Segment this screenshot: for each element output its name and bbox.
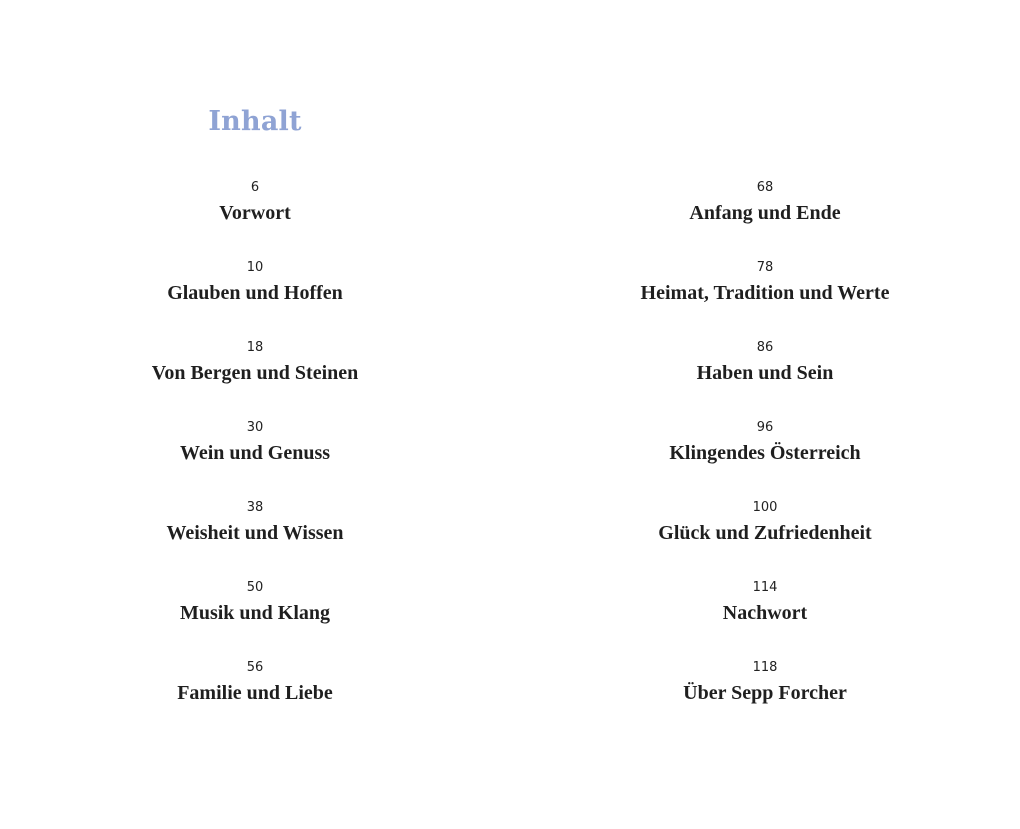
toc-page-number: 50 <box>246 580 264 595</box>
toc-page-number: 56 <box>246 660 264 675</box>
toc-entry[interactable] <box>35 657 475 737</box>
toc-left-column <box>35 177 475 737</box>
toc-page-number: 114 <box>752 580 778 595</box>
toc-right-column <box>545 177 985 737</box>
toc-page-number: 78 <box>756 260 774 275</box>
toc-entry[interactable] <box>545 497 985 577</box>
toc-entry[interactable] <box>35 177 475 257</box>
toc-chapter-title: Heimat, Tradition und Werte <box>640 282 890 304</box>
toc-page-number: 38 <box>246 500 264 515</box>
toc-chapter-title: Musik und Klang <box>179 602 331 624</box>
toc-entry[interactable] <box>545 577 985 657</box>
toc-entry[interactable] <box>545 417 985 497</box>
toc-chapter-title: Nachwort <box>722 602 808 624</box>
toc-page-number: 100 <box>752 500 778 515</box>
toc-page-number: 96 <box>756 420 774 435</box>
toc-page-number: 6 <box>250 180 260 195</box>
toc-page-number: 68 <box>756 180 774 195</box>
toc-page-number: 30 <box>246 420 264 435</box>
toc-entry[interactable] <box>35 497 475 577</box>
toc-chapter-title: Weisheit und Wissen <box>166 522 344 544</box>
toc-chapter-title: Über Sepp Forcher <box>683 682 847 704</box>
toc-page-number: 86 <box>756 340 774 355</box>
toc-entry[interactable] <box>545 177 985 257</box>
toc-chapter-title: Familie und Liebe <box>177 682 333 704</box>
toc-chapter-title: Glück und Zufriedenheit <box>658 522 872 544</box>
toc-entry[interactable] <box>545 337 985 417</box>
toc-entry[interactable] <box>35 257 475 337</box>
toc-page-number: 10 <box>246 260 264 275</box>
toc-chapter-title: Vorwort <box>219 202 291 224</box>
toc-chapter-title: Klingendes Österreich <box>669 442 861 464</box>
toc-page-number: 118 <box>752 660 778 675</box>
toc-entry[interactable] <box>35 337 475 417</box>
toc-entry[interactable] <box>35 417 475 497</box>
toc-chapter-title: Haben und Sein <box>696 362 834 384</box>
toc-chapter-title: Von Bergen und Steinen <box>151 362 359 384</box>
toc-entry[interactable] <box>545 657 985 737</box>
toc-chapter-title: Glauben und Hoffen <box>167 282 343 304</box>
toc-entry[interactable] <box>545 257 985 337</box>
toc-entry[interactable] <box>35 577 475 657</box>
toc-chapter-title: Wein und Genuss <box>179 442 331 464</box>
toc-page-number: 18 <box>246 340 264 355</box>
toc-chapter-title: Anfang und Ende <box>689 202 841 224</box>
page-title: Inhalt <box>208 106 302 137</box>
